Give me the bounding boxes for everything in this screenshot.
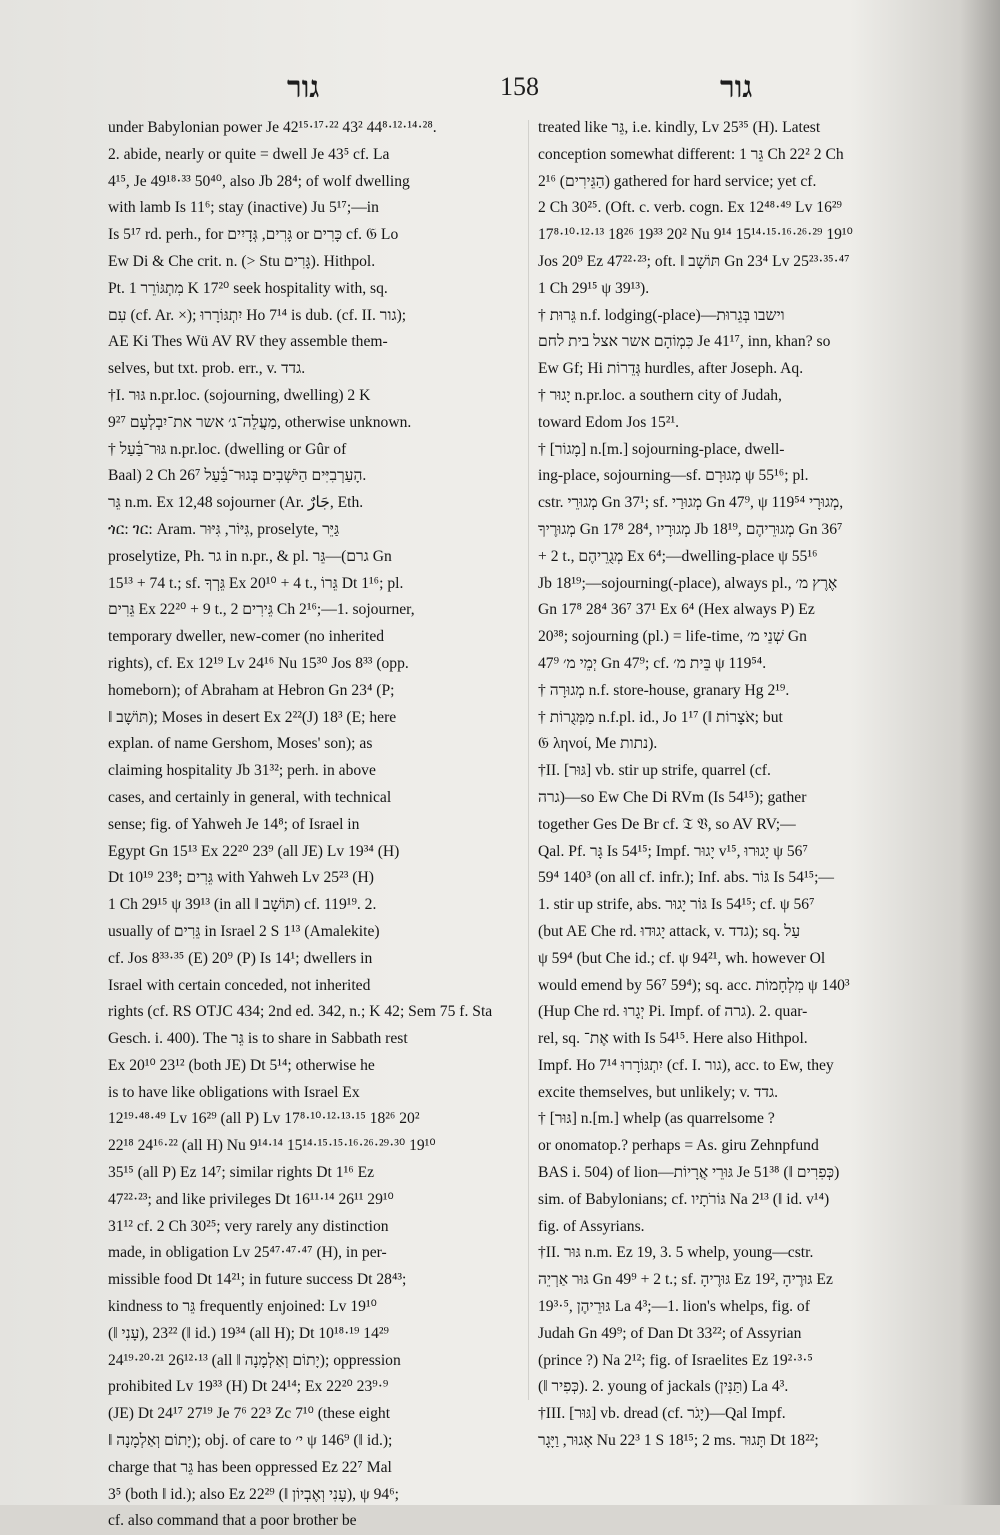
right-column-line: גרה)—so Ew Che Di RVm (Is 54¹⁵); gather	[538, 788, 807, 806]
page-number: 158	[500, 72, 539, 101]
right-column-line: 59⁴ 140³ (on all cf. infr.); Inf. abs. גּוֹר Is 54¹⁵;—	[538, 869, 835, 887]
right-column-line: †III. [גּוּר] vb. dread (cf. יָגֹר)—Qal Impf.	[538, 1405, 786, 1423]
right-column-line: (‖ כְּפִיר). 2. young of jackals (תַּנִּין) La 4³.	[538, 1378, 789, 1396]
right-column-line: (Hup Che rd. יְגָרוּ Pi. Impf. of גרה). 2. quar-	[538, 1003, 808, 1021]
right-column-line: † מְגוּרָה n.f. store-house, granary Hg 2¹⁹.	[538, 681, 790, 699]
right-column-line: 1 Ch 29¹⁵ ψ 39¹³).	[538, 279, 650, 297]
right-column-line: גּוּר אַרְיֵה Gn 49⁹ + 2 t.; sf. גּוּרֶיהָ Ez 19², גּוּרֶיהָ Ez	[538, 1271, 833, 1289]
right-column-line: †II. [גּוּר] vb. stir up strife, quarrel (cf.	[538, 762, 771, 780]
page-edge-shadow	[960, 0, 1000, 1505]
left-column-line: charge that גֵּר has been oppressed Ez 22⁷ Mal	[108, 1458, 392, 1476]
left-column-line: Egypt Gn 15¹³ Ex 22²⁰ 23⁹ (all JE) Lv 19³⁴ (H)	[108, 842, 400, 860]
left-column-line: prohibited Lv 19³³ (H) Dt 24¹⁴; Ex 22²⁰ 23⁹·⁹	[108, 1378, 389, 1396]
left-column-line: 9²⁷ מַעֲלֵה־ג׳ אשר את־יִבְלְעָם, otherwise unknown.	[108, 413, 412, 431]
left-column-line: homeborn); of Abraham at Hebron Gn 23⁴ (P;	[108, 681, 395, 699]
right-column	[538, 115, 958, 1455]
left-column-line: made, in obligation Lv 25⁴⁷·⁴⁷·⁴⁷ (H), in per-	[108, 1244, 387, 1262]
left-column-line: Baal) 2 Ch 26⁷ הָעַרְבִיִּים הַיֹּשְׁבִים בְּגוּר־בַּ֫עַל.	[108, 467, 367, 485]
right-column-line: + 2 t., מְגֻרֵיהֶם Ex 6⁴;—dwelling-place ψ 55¹⁶	[538, 547, 818, 565]
left-column-line: cf. also command that a poor brother be	[108, 1512, 357, 1530]
left-column-line: גֵּרִים Ex 22²⁰ + 9 t., גֵּירִים 2 Ch 2¹⁶;—1. sojourner,	[108, 601, 415, 619]
left-column-line: (JE) Dt 24¹⁷ 27¹⁹ Je 7⁶ 22³ Zc 7¹⁰ (these eight	[108, 1405, 391, 1423]
running-head	[0, 70, 1000, 110]
left-column-line: 35¹⁵ (all P) Ez 14⁷; similar rights Dt 1¹⁶ Ez	[108, 1164, 375, 1182]
running-head-left: גור	[287, 70, 320, 105]
right-column-line: 𝔊 ληνοί, Me נתות).	[538, 735, 658, 753]
left-column-line: claiming hospitality Jb 31³²; perh. in above	[108, 762, 376, 780]
left-column-line: proselytize, Ph. גר in n.pr., & pl. גרם)—גֵּר Gn	[108, 547, 392, 565]
right-column-line: BAS i. 504) of lion—גּוּרֵי אֲרָיוֹת Je 51³⁸ (‖ כְּפִרִים)	[538, 1164, 840, 1182]
left-column-line: ‖ תּוֹשָׁב); Moses in desert Ex 2²²(J) 18³ (E; here	[108, 708, 397, 726]
right-column-line: 1. stir up strife, abs. גּוֹר יָגוּר Is 54¹⁵; cf. ψ 56⁷	[538, 896, 815, 914]
left-column-line: 3⁵ (both ‖ id.); also Ez 22²⁹ (‖ עָנִי וְאֶבְיוֹן), ψ 94⁶;	[108, 1485, 399, 1503]
left-column-line: 12¹⁹·⁴⁸·⁴⁹ Lv 16²⁹ (all P) Lv 17⁸·¹⁰·¹²·¹³·¹⁵ 18²⁶ 20²	[108, 1110, 420, 1128]
right-column-line: cstr. מְגוּרֵי Gn 37¹; sf. מְגוּרַי Gn 47⁹, ψ מְגוּרָי 119⁵⁴,	[538, 494, 844, 512]
right-column-line: or onomatop.? perhaps = As. giru Zehnpfund	[538, 1137, 819, 1155]
left-column-line: 47²²·²³; and like privileges Dt 16¹¹·¹⁴ 26¹¹ 29¹⁰	[108, 1190, 394, 1208]
right-column-line: together Ges De Br cf. 𝔗 𝔙, so AV RV;—	[538, 815, 796, 833]
right-column-line: אָגוּר, וַיָּגָר Nu 22³ 1 S 18¹⁵; 2 ms. תָּגוּר Dt 18²²;	[538, 1432, 819, 1450]
right-column-line: † [מָגוֹר] n.[m.] sojourning-place, dwell-	[538, 440, 785, 458]
right-column-line: Impf. Ho 7¹⁴ יִתְגּוֹרָרוּ (cf. I. גור), acc. to Ew, they	[538, 1056, 834, 1074]
right-column-line: † יָגוּר n.pr.loc. a southern city of Judah,	[538, 386, 782, 404]
right-column-line: treated like גֵּר, i.e. kindly, Lv 25³⁵ (H). Latest	[538, 119, 821, 136]
left-column-line: temporary dweller, new-comer (no inherited	[108, 628, 385, 646]
left-column	[108, 115, 523, 1535]
right-column-line: 19³·⁵, גּוּרֵיהֶן La 4³;—1. lion's whelps, fig. of	[538, 1298, 810, 1316]
right-column-line: †II. גּוּר n.m. Ez 19, 3. 5 whelp, young—cstr.	[538, 1244, 814, 1262]
left-column-line: rights), cf. Ex 12¹⁹ Lv 24¹⁶ Nu 15³⁰ Jos 8³³ (opp.	[108, 654, 409, 672]
left-column-line: missible food Dt 14²¹; in future success Dt 28⁴³;	[108, 1271, 407, 1289]
right-column-line: conception somewhat different: גֵּר 1 Ch 22² 2 Ch	[538, 145, 844, 163]
left-column-line: †I. גּוּר n.pr.loc. (sojourning, dwelling) 2 K	[108, 386, 371, 404]
right-column-line: † [גּוּר] n.[m.] whelp (as quarrelsome ?	[538, 1110, 775, 1128]
left-column-line: † גּוּר־בַּ֫עַל n.pr.loc. (dwelling or Gûr of	[108, 440, 347, 458]
right-column-line: sim. of Babylonians; cf. גּוֹרֹתָיו Na 2¹³ (‖ id. v¹⁴)	[538, 1190, 830, 1208]
right-column-line: ψ 59⁴ (but Che id.; cf. ψ 94²¹, wh. however Ol	[538, 949, 826, 967]
right-column-line: fig. of Assyrians.	[538, 1217, 645, 1235]
left-column-line: rights (cf. RS OTJC 434; 2nd ed. 342, n.; K 42; Sem 75 f. Sta	[108, 1003, 493, 1021]
right-column-line: Jos 20⁹ Ez 47²²·²³; oft. ‖ תּוֹשָׁב Gn 23⁴ Lv 25²³·³⁵·⁴⁷	[538, 252, 850, 270]
left-column-line: 4¹⁵, Je 49¹⁸·³³ 50⁴⁰, also Jb 28⁴; of wolf dwelling	[108, 172, 410, 190]
right-column-line: † מַמְּגֻרוֹת n.f.pl. id., Jo 1¹⁷ (‖ אֹצָרוֹת; but	[538, 708, 783, 726]
right-column-line: Jb 18¹⁹;—sojourning(-place), always pl., אֶרֶץ מ׳	[538, 574, 838, 592]
right-column-line: † גֵּרוּת n.f. lodging(-place)—וישבו בְּגֵרוּת	[538, 306, 785, 324]
left-column-line: Ex 20¹⁰ 23¹² (both JE) Dt 5¹⁴; otherwise he	[108, 1056, 375, 1074]
column-divider	[528, 120, 529, 1400]
left-column-line: גֵּר n.m. Ex 12,48 sojourner (Ar. جَارٌ, Eth.	[108, 494, 364, 512]
left-column-line: 2. abide, nearly or quite = dwell Je 43⁵ cf. La	[108, 145, 390, 163]
right-column-line: Ew Gf; Hi גְּדֵרוֹת hurdles, after Joseph. Aq.	[538, 360, 804, 378]
right-column-line: 17⁸·¹⁰·¹²·¹³ 18²⁶ 19³³ 20² Nu 9¹⁴ 15¹⁴·¹⁵·¹⁶·²⁶·²⁹ 19¹⁰	[538, 226, 853, 244]
left-column-line: עִם (cf. Ar. ×); יִתְגּוֹרָרוּ Ho 7¹⁴ is dub. (cf. II. גור);	[108, 306, 407, 324]
left-column-line: Pt. מִתְגּוֹרֵר 1 K 17²⁰ seek hospitality with, sq.	[108, 279, 388, 297]
right-column-line: rel, sq. אֶת־ with Is 54¹⁵. Here also Hithpol.	[538, 1030, 808, 1048]
right-column-line: excite themselves, but unlikely; v. גדד.	[538, 1083, 779, 1101]
left-column-line: AE Ki Thes Wü AV RV they assemble them-	[108, 333, 388, 351]
right-column-line: ing-place, sojourning—sf. מְגוּרָם ψ 55¹⁶; pl.	[538, 467, 809, 485]
left-column-line: ‖ יָתוֹם וְאַלְמָנָה); obj. of care to י׳ ψ 146⁹ (‖ id.);	[108, 1432, 393, 1450]
right-column-line: 20³⁸; sojourning (pl.) = life-time, שְׁנֵי מ׳ Gn	[538, 628, 807, 646]
left-column-line: 15¹³ + 74 t.; sf. גֵּרְךָ Ex 20¹⁰ + 4 t., גֵּרוֹ Dt 1¹⁶; pl.	[108, 574, 404, 592]
right-column-line: Gn 17⁸ 28⁴ 36⁷ 37¹ Ex 6⁴ (Hex always P) Ez	[538, 601, 815, 619]
right-column-line: 2¹⁶ (הַגֵּירִים) gathered for hard service; yet cf.	[538, 172, 817, 190]
left-column-line: under Babylonian power Je 42¹⁵·¹⁷·²² 43² 44⁸·¹²·¹⁴·²⁸.	[108, 119, 437, 136]
left-column-line: (‖ עָנִי), 23²² (‖ id.) 19³⁴ (all H); Dt 10¹⁸·¹⁹ 14²⁹	[108, 1324, 389, 1342]
left-column-line: 24¹⁹·²⁰·²¹ 26¹²·¹³ (all ‖ יָתוֹם וְאַלְמָנָה); oppression	[108, 1351, 401, 1369]
left-column-line: 1 Ch 29¹⁵ ψ 39¹³ (in all ‖ תּוֹשָׁב) cf. 119¹⁹. 2.	[108, 896, 377, 914]
left-column-line: sense; fig. of Yahweh Je 14⁸; of Israel in	[108, 815, 360, 833]
left-column-line: selves, but txt. prob. err., v. גדד.	[108, 360, 306, 378]
right-column-line: 47⁹ יְמֵי מ׳ Gn 47⁹; cf. בֵּית מ׳ ψ 119⁵⁴.	[538, 654, 767, 672]
right-column-line: (prince ?) Na 2¹²; fig. of Israelites Ez 19²·³·⁵	[538, 1351, 813, 1369]
left-column-line: Is 5¹⁷ rd. perh., for גָּרִים, גְּדָיִים or כָּרִים cf. 𝔊 Lo	[108, 226, 399, 244]
left-column-line: Dt 10¹⁹ 23⁸; גֵּרִים with Yahweh Lv 25²³ (H)	[108, 869, 374, 887]
left-column-line: Israel with certain conceded, not inherited	[108, 976, 371, 994]
right-column-line: would emend by 56⁷ 59⁴); sq. acc. מִלְחָמוֹת ψ 140³	[538, 976, 850, 994]
right-column-line: כִּמְוֹהָם אשר אצל בית לחם Je 41¹⁷, inn, khan? so	[538, 333, 831, 351]
right-column-line: toward Edom Jos 15²¹.	[538, 413, 680, 431]
running-head-right: גור	[720, 70, 753, 105]
right-column-line: מְגוּרֶיךָ Gn 17⁸ 28⁴, מְגוּרָיו Jb 18¹⁹, מְגוּרֵיהֶם Gn 36⁷	[538, 520, 843, 538]
left-column-line: kindness to גֵּר frequently enjoined: Lv 19¹⁰	[108, 1298, 377, 1316]
left-column-line: Gesch. i. 400). The גֵּר is to share in Sabbath rest	[108, 1030, 408, 1048]
left-column-line: 22¹⁸ 24¹⁶·²² (all H) Nu 9¹⁴·¹⁴ 15¹⁴·¹⁵·¹⁵·¹⁶·²⁶·²⁹·³⁰ 19¹⁰	[108, 1137, 436, 1155]
left-column-line: cf. Jos 8³³·³⁵ (E) 20⁹ (P) Is 14¹; dwellers in	[108, 949, 373, 967]
right-column-line: Qal. Pf. גָּר Is 54¹⁵; Impf. יָגוּר v¹⁵, יָגוּרוּ ψ 56⁷	[538, 842, 808, 860]
left-column-line: cases, and certainly in general, with technical	[108, 788, 392, 806]
left-column-line: with lamb Is 11⁶; stay (inactive) Ju 5¹⁷;—in	[108, 199, 379, 217]
left-column-line: ጎር: ገር: Aram. גִּיּוֹר, גִּיּוּר, proselyte, גַּיֵּר	[108, 520, 340, 538]
left-column-line: 31¹² cf. 2 Ch 30²⁵; very rarely any distinction	[108, 1217, 389, 1235]
left-column-line: usually of גֵּרִים in Israel 2 S 1¹³ (Amalekite)	[108, 922, 380, 940]
right-column-line: Judah Gn 49⁹; of Dan Dt 33²²; of Assyrian	[538, 1324, 802, 1342]
left-column-line: explan. of name Gershom, Moses' son); as	[108, 735, 373, 753]
right-column-line: (but AE Che rd. יָגוּדוּ attack, v. גדד); sq. עַל	[538, 922, 801, 940]
left-column-line: is to have like obligations with Israel Ex	[108, 1083, 360, 1101]
right-column-line: 2 Ch 30²⁵. (Oft. c. verb. cogn. Ex 12⁴⁸·⁴⁹ Lv 16²⁹	[538, 199, 842, 217]
left-column-line: Ew Di & Che crit. n. (> Stu גָּרִים). Hithpol.	[108, 252, 376, 270]
